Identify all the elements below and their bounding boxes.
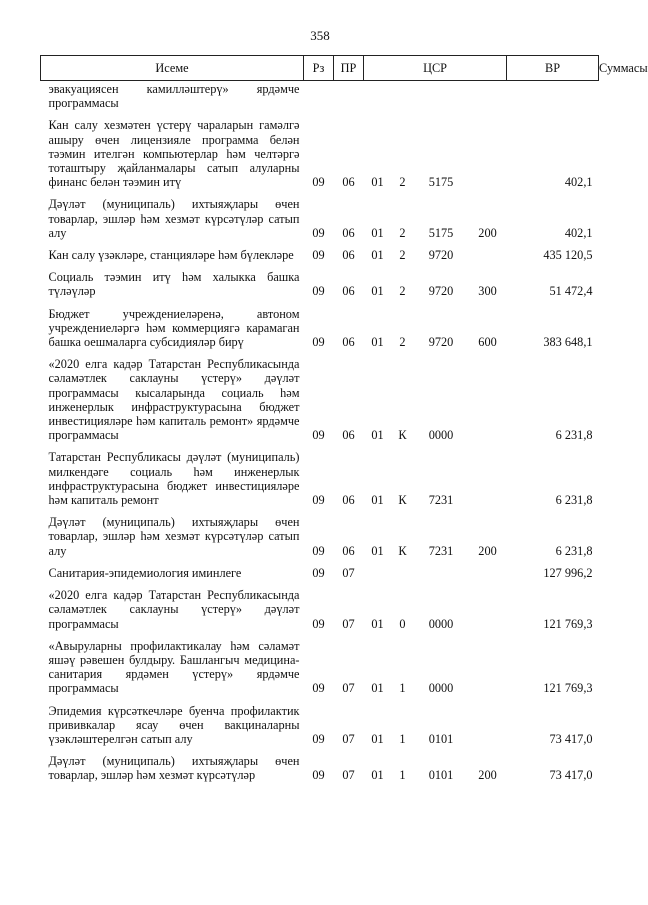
row-csr-3: 0000 xyxy=(428,428,454,443)
header-name: Исеме xyxy=(41,56,304,81)
row-pr: 07 xyxy=(342,681,355,696)
table-row xyxy=(41,580,599,631)
row-pr: 06 xyxy=(342,175,355,190)
row-rz: 09 xyxy=(312,225,325,240)
row-csr-1: 01 xyxy=(371,543,384,558)
row-sum: 6 231,8 xyxy=(555,543,593,558)
row-name: эвакуациясен камилләштерү» ярдәмче программасы xyxy=(48,82,300,111)
row-vr xyxy=(469,110,507,189)
row-csr-3: 7231 xyxy=(428,493,454,508)
header-pr: ПР xyxy=(334,56,364,81)
table-row xyxy=(41,507,599,558)
row-vr: 600 xyxy=(478,335,497,350)
row-vr xyxy=(469,442,507,507)
row-csr-2: 1 xyxy=(399,731,406,746)
header-rz: Рз xyxy=(304,56,334,81)
row-name: «2020 елга кадәр Татарстан Республикасында сәламәтлек саклауны үстерү» дәүләт программасы кысаларында социаль һәм инженерлык инфраструктурасына бюджет инвестицияләре һәм капиталь ремонт» ярдәмче программасы xyxy=(48,357,300,443)
row-csr-2 xyxy=(392,81,414,111)
row-rz: 09 xyxy=(312,681,325,696)
row-vr xyxy=(469,580,507,631)
row-csr-1: 01 xyxy=(371,616,384,631)
row-csr-1: 01 xyxy=(371,768,384,783)
row-csr-3: 0000 xyxy=(428,616,454,631)
row-sum: 383 648,1 xyxy=(543,335,593,350)
row-sum: 402,1 xyxy=(564,225,593,240)
row-vr xyxy=(469,349,507,442)
row-pr: 06 xyxy=(342,284,355,299)
row-sum: 51 472,4 xyxy=(549,284,593,299)
row-csr-3: 0101 xyxy=(428,768,454,783)
row-csr-2: 1 xyxy=(399,768,406,783)
row-rz: 09 xyxy=(312,731,325,746)
row-csr-1: 01 xyxy=(371,335,384,350)
row-csr-3: 9720 xyxy=(428,284,454,299)
row-csr-1: 01 xyxy=(371,731,384,746)
row-csr-2: 2 xyxy=(399,248,406,263)
table-row xyxy=(41,349,599,442)
row-pr: 06 xyxy=(342,543,355,558)
row-csr-2: 2 xyxy=(399,175,406,190)
row-vr: 200 xyxy=(478,225,497,240)
row-pr: 06 xyxy=(342,493,355,508)
table-row xyxy=(41,189,599,240)
row-csr-3 xyxy=(414,81,469,111)
row-csr-3: 7231 xyxy=(428,543,454,558)
row-vr xyxy=(469,696,507,747)
row-sum: 6 231,8 xyxy=(555,428,593,443)
row-sum: 127 996,2 xyxy=(543,565,593,580)
row-pr: 06 xyxy=(342,335,355,350)
row-csr-3: 5175 xyxy=(428,175,454,190)
row-csr-2: К xyxy=(398,493,407,508)
row-vr: 200 xyxy=(478,543,497,558)
row-csr-2: 2 xyxy=(399,225,406,240)
row-csr-1: 01 xyxy=(371,225,384,240)
table-row xyxy=(41,81,599,111)
header-csr: ЦСР xyxy=(364,56,507,81)
budget-table xyxy=(40,55,648,783)
row-rz: 09 xyxy=(312,543,325,558)
row-pr: 07 xyxy=(342,565,355,580)
row-csr-1 xyxy=(364,558,392,580)
row-rz xyxy=(304,81,334,111)
row-csr-1: 01 xyxy=(371,248,384,263)
row-sum: 73 417,0 xyxy=(549,768,593,783)
table-row xyxy=(41,442,599,507)
table-row xyxy=(41,696,599,747)
row-pr: 06 xyxy=(342,248,355,263)
row-csr-1: 01 xyxy=(371,428,384,443)
row-pr xyxy=(334,81,364,111)
row-name: Дәүләт (муниципаль) ихтыяҗлары өчен товарлар, эшләр һәм хезмәт күрсәтүләр сатып алу xyxy=(48,197,300,240)
row-csr-2 xyxy=(392,558,414,580)
row-sum: 121 769,3 xyxy=(543,616,593,631)
page-number: 358 xyxy=(310,28,330,43)
row-name: «Авыруларны профилактикалау һәм сәламәт яшәү рәвешен булдыру. Башлангыч медицина-санитария ярдәмен үстерү» ярдәмче программасы xyxy=(48,638,300,696)
row-name: Эпидемия күрсәткечләре буенча профилактик прививкалар ясау өчен вакциналарны үзәкләштерелгән сатып алу xyxy=(48,703,300,746)
row-pr: 07 xyxy=(342,616,355,631)
row-pr: 06 xyxy=(342,428,355,443)
table-row xyxy=(41,746,599,782)
row-vr xyxy=(469,81,507,111)
row-csr-2: 2 xyxy=(399,335,406,350)
row-pr: 07 xyxy=(342,768,355,783)
row-rz: 09 xyxy=(312,284,325,299)
row-name: Социаль тәэмин итү һәм халыкка башка түләүләр xyxy=(48,270,300,299)
row-rz: 09 xyxy=(312,565,325,580)
row-csr-2: К xyxy=(398,543,407,558)
row-csr-3: 5175 xyxy=(428,225,454,240)
row-name: Татарстан Республикасы дәүләт (муниципаль) милкендәге социаль һәм инженерлык инфраструктурасына бюджет инвестицияләре һәм капиталь ремонт xyxy=(48,450,300,508)
row-name: Санитария-эпидемиология иминлеге xyxy=(48,565,242,580)
row-sum: 6 231,8 xyxy=(555,493,593,508)
row-csr-1: 01 xyxy=(371,493,384,508)
row-pr: 07 xyxy=(342,731,355,746)
row-csr-3: 9720 xyxy=(428,248,454,263)
row-name: Бюджет учреждениеләренә, автоном учреждениеләргә һәм коммерциягә карамаган башка оешмаларга субсидияләр бирү xyxy=(48,306,300,350)
table-row xyxy=(41,240,599,262)
header-vr: ВР xyxy=(507,56,599,81)
row-name: Кан салу хезмәтен үстерү чараларын гамәлгә ашыру өчен лицензияле программа белән тәэмин ителгән компьютерлар һәм челтәргә тоташтыру җайланмалары сатып алуларны финанс белән тәэмин итү xyxy=(48,118,300,190)
row-vr: 200 xyxy=(478,768,497,783)
row-pr: 06 xyxy=(342,225,355,240)
table-row xyxy=(41,110,599,189)
table-row xyxy=(41,558,599,580)
row-csr-3 xyxy=(414,558,469,580)
row-rz: 09 xyxy=(312,768,325,783)
row-sum: 73 417,0 xyxy=(549,731,593,746)
row-name: «2020 елга кадәр Татарстан Республикасында сәламәтлек саклауны үстерү» дәүләт программасы xyxy=(48,588,300,631)
row-sum xyxy=(507,81,599,111)
row-vr xyxy=(469,631,507,696)
row-rz: 09 xyxy=(312,616,325,631)
row-rz: 09 xyxy=(312,335,325,350)
table-row xyxy=(41,262,599,298)
table-header: Исеме Рз ПР ЦСР ВР Суммасы xyxy=(41,56,599,81)
row-csr-2: 0 xyxy=(399,616,406,631)
row-vr xyxy=(469,558,507,580)
row-rz: 09 xyxy=(312,248,325,263)
row-csr-3: 0101 xyxy=(428,731,454,746)
row-name: Кан салу үзәкләре, станцияләре һәм бүлекләре xyxy=(48,248,294,263)
row-csr-3: 9720 xyxy=(428,335,454,350)
row-csr-1: 01 xyxy=(371,175,384,190)
row-csr-1: 01 xyxy=(371,681,384,696)
row-csr-2: 1 xyxy=(399,681,406,696)
row-name: Дәүләт (муниципаль) ихтыяҗлары өчен товарлар, эшләр һәм хезмәт күрсәтүләр сатып алу xyxy=(48,515,300,558)
row-csr-2: 2 xyxy=(399,284,406,299)
table-body xyxy=(41,81,599,783)
table-row xyxy=(41,631,599,696)
row-csr-2: К xyxy=(398,428,407,443)
row-sum: 402,1 xyxy=(564,175,593,190)
row-csr-3: 0000 xyxy=(428,681,454,696)
row-name: Дәүләт (муниципаль) ихтыяҗлары өчен товарлар, эшләр һәм хезмәт күрсәтүләр xyxy=(48,754,300,783)
row-vr xyxy=(469,240,507,262)
row-rz: 09 xyxy=(312,428,325,443)
row-sum: 121 769,3 xyxy=(543,681,593,696)
table-row xyxy=(41,299,599,350)
row-csr-1 xyxy=(364,81,392,111)
row-rz: 09 xyxy=(312,493,325,508)
row-sum: 435 120,5 xyxy=(543,248,593,263)
row-rz: 09 xyxy=(312,175,325,190)
row-csr-1: 01 xyxy=(371,284,384,299)
row-vr: 300 xyxy=(478,284,497,299)
